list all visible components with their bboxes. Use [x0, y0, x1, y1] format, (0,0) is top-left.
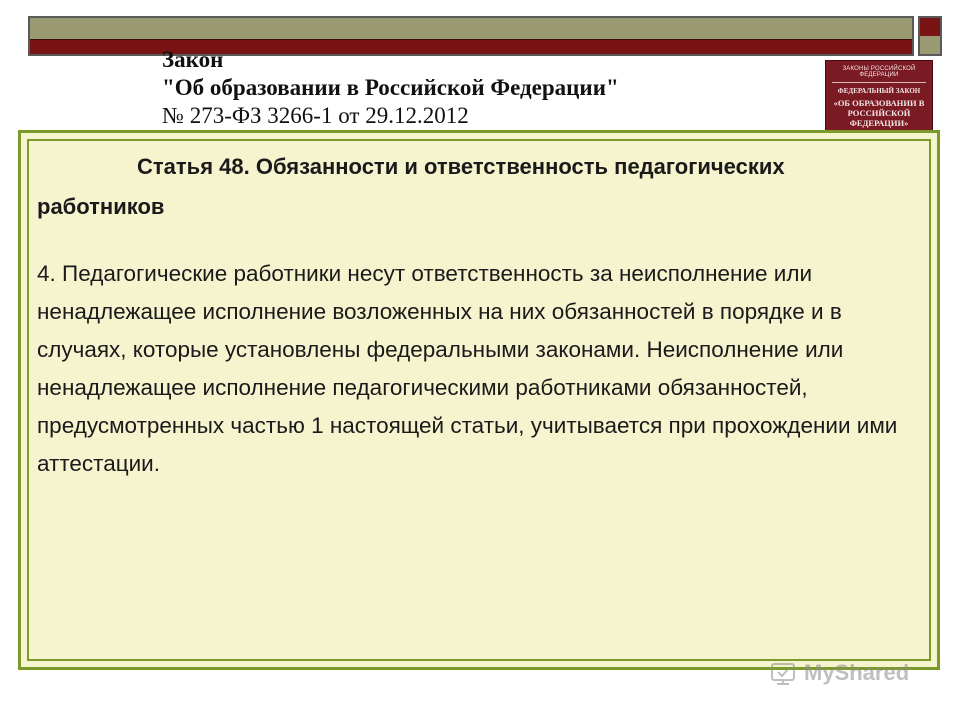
header-line-number: № 273-ФЗ 3266-1 от 29.12.2012 [162, 103, 469, 128]
header-line-law: Закон [162, 47, 224, 72]
article-panel [18, 130, 940, 670]
top-corner-square-olive [920, 36, 940, 54]
book-law-type: ФЕДЕРАЛЬНЫЙ ЗАКОН [837, 87, 921, 95]
top-corner-square [918, 16, 942, 56]
book-title: «ОБ ОБРАЗОВАНИИ В РОССИЙСКОЙ ФЕДЕРАЦИИ» [833, 98, 925, 128]
book-divider [832, 82, 926, 83]
header-line-title: "Об образовании в Российской Федерации" [162, 75, 619, 100]
article-heading: Статья 48. Обязанности и ответственность педагогических работников [37, 154, 785, 219]
slide-header [162, 46, 619, 130]
watermark-text: MyShared [804, 660, 910, 685]
book-series-label: ЗАКОНЫ РОССИЙСКОЙ ФЕДЕРАЦИИ [842, 66, 916, 78]
myshared-logo-icon [768, 658, 798, 688]
myshared-watermark [768, 656, 909, 690]
article-body-text: 4. Педагогические работники несут ответственность за неисполнение или ненадлежащее исполнение возложенных на них обязанностей в порядке и в случаях, которые установлены федеральными законами. Неисполнение или ненадлежащее исполнение педагогическими работниками обязанностей, предусмотренных частью 1 настоящей статьи, учитывается при прохождении ими аттестации. [37, 261, 898, 476]
